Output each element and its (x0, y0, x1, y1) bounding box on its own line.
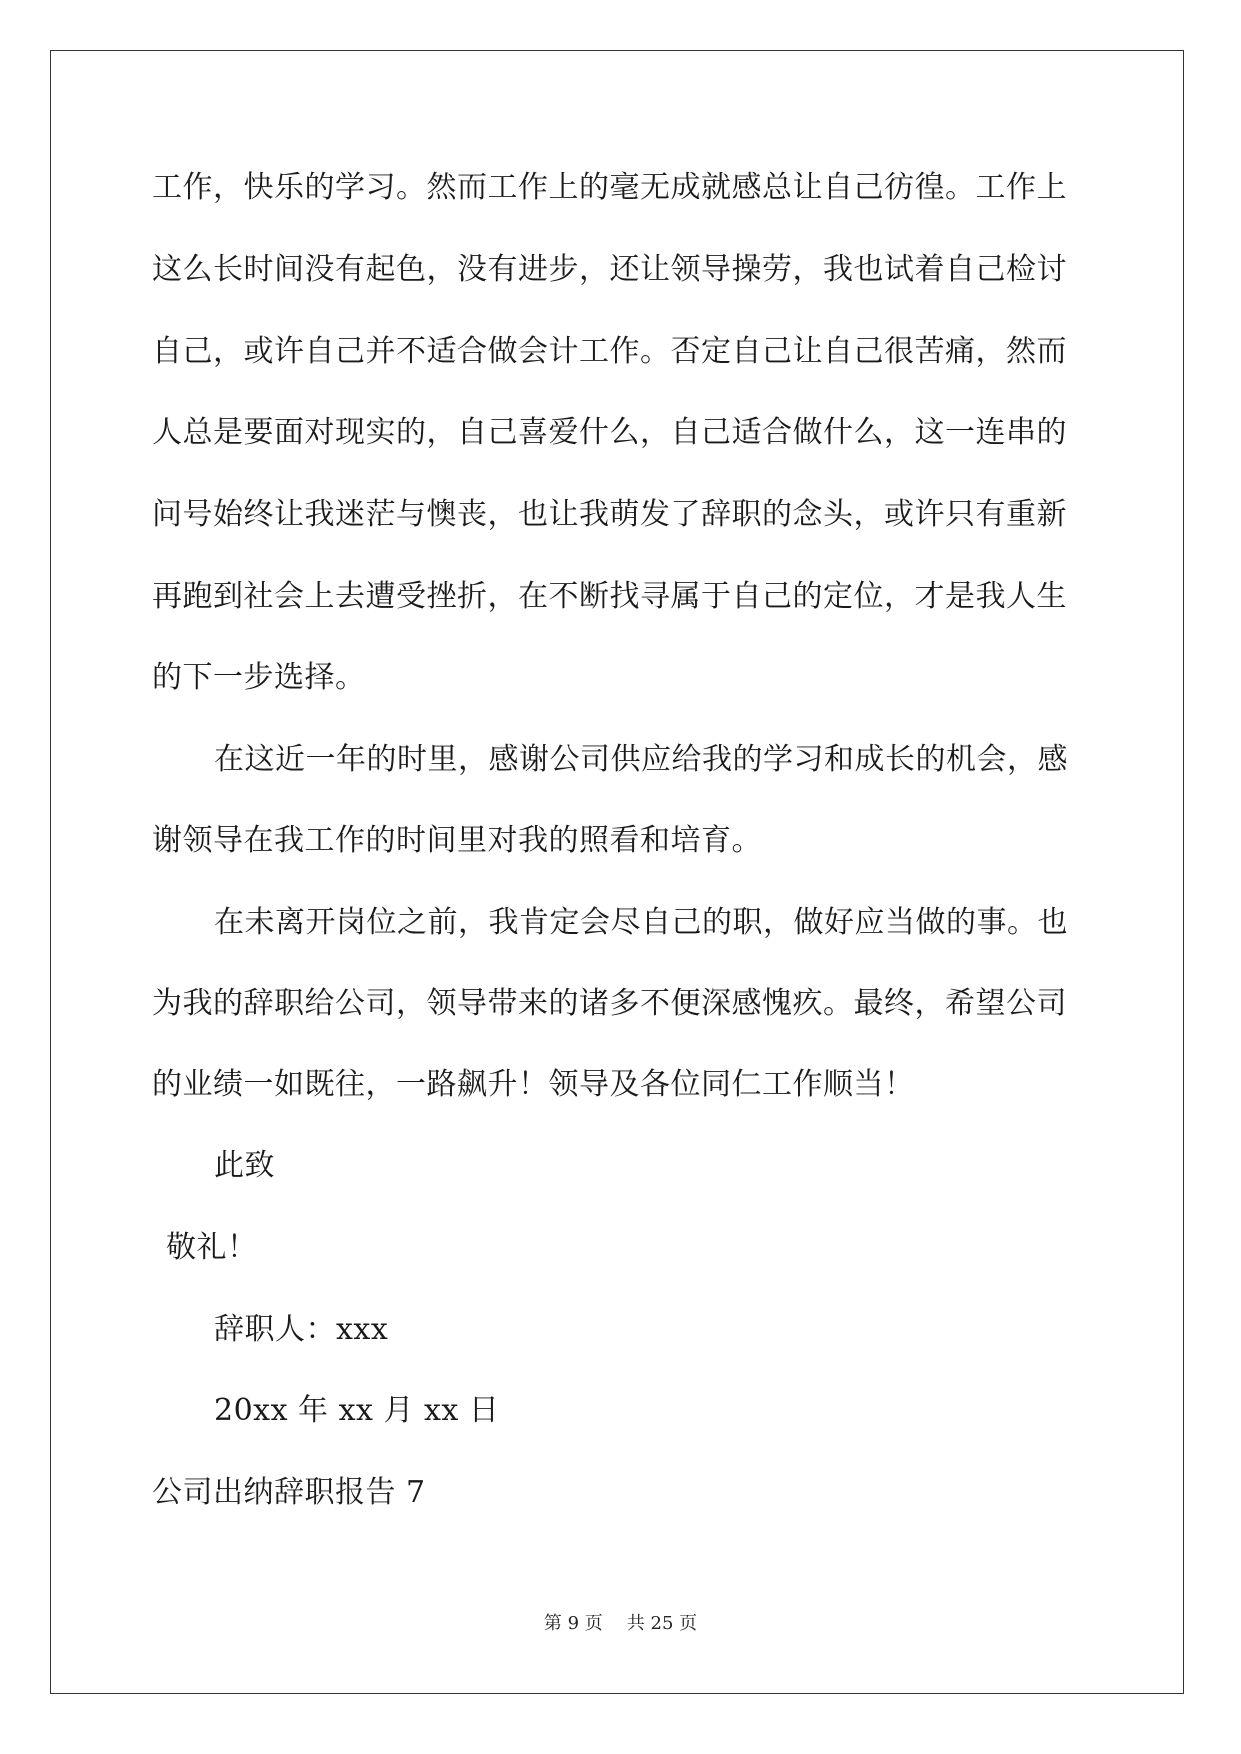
paragraph-line: 工作，快乐的学习。然而工作上的毫无成就感总让自己彷徨。工作上 (152, 170, 1067, 205)
section-heading: 公司出纳辞职报告 7 (152, 1475, 426, 1510)
paragraph-line: 为我的辞职给公司，领导带来的诸多不便深感愧疚。最终，希望公司 (152, 986, 1067, 1021)
page-footer (0, 1612, 1241, 1636)
paragraph-line: 在未离开岗位之前，我肯定会尽自己的职，做好应当做的事。也 (214, 905, 1068, 940)
closing-text: 此致 (214, 1148, 275, 1183)
paragraph-line: 自己，或许自己并不适合做会计工作。否定自己让自己很苦痛，然而 (152, 334, 1067, 369)
paragraph-line: 这么长时间没有起色，没有进步，还让领导操劳，我也试着自己检讨 (152, 252, 1067, 287)
page-border (50, 50, 1184, 1694)
page-number: 第 9 页 (543, 1613, 603, 1634)
date-text: 20xx 年 xx 月 xx 日 (214, 1393, 500, 1428)
paragraph-line: 在这近一年的时里，感谢公司供应给我的学习和成长的机会，感 (214, 742, 1068, 777)
paragraph-line: 的业绩一如既往，一路飙升！领导及各位同仁工作顺当！ (152, 1067, 915, 1102)
salute-text: 敬礼！ (166, 1230, 258, 1265)
total-pages: 共 25 页 (626, 1613, 698, 1634)
paragraph-line: 人总是要面对现实的，自己喜爱什么，自己适合做什么，这一连串的 (152, 415, 1067, 450)
signature-text: 辞职人：xxx (214, 1312, 389, 1347)
paragraph-line: 再跑到社会上去遭受挫折，在不断找寻属于自己的定位，才是我人生 (152, 579, 1067, 614)
paragraph-line: 的下一步选择。 (152, 660, 366, 695)
paragraph-line: 谢领导在我工作的时间里对我的照看和培育。 (152, 823, 762, 858)
paragraph-line: 问号始终让我迷茫与懊丧，也让我萌发了辞职的念头，或许只有重新 (152, 497, 1067, 532)
